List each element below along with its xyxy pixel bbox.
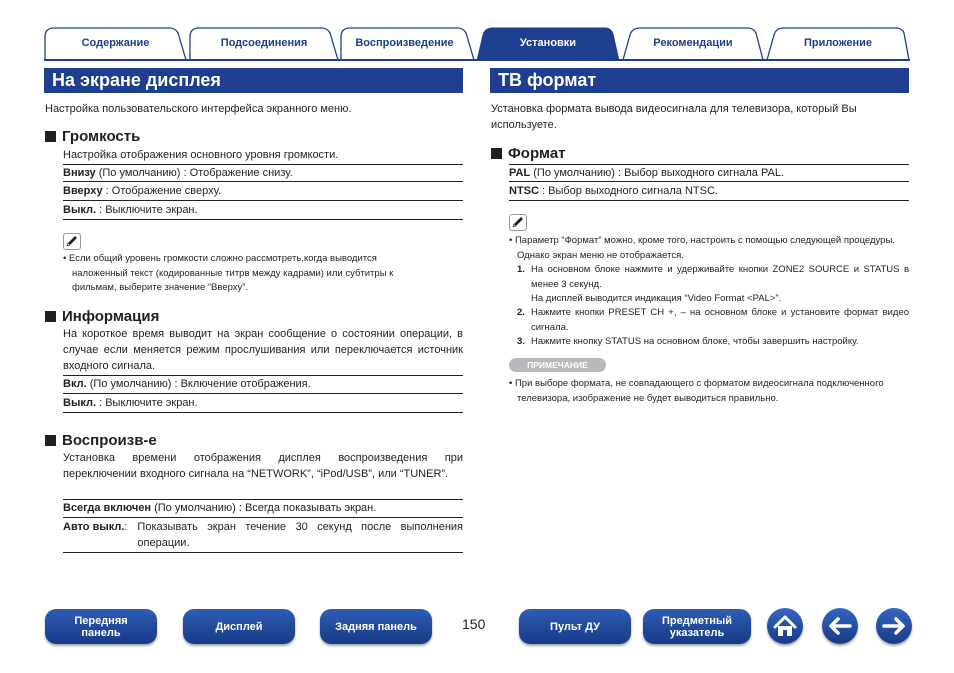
display-label: Дисплей bbox=[215, 620, 263, 633]
tab-appendix[interactable] bbox=[766, 27, 910, 61]
index-button[interactable] bbox=[643, 609, 751, 644]
note-badge: ПРИМЕЧАНИЕ bbox=[509, 358, 606, 372]
format-row-pal bbox=[509, 164, 909, 182]
step-number: 3. bbox=[517, 336, 525, 347]
row-text: : Выключите экран. bbox=[96, 397, 198, 409]
row-key: NTSC bbox=[509, 185, 539, 197]
row-key: Внизу bbox=[63, 167, 96, 179]
tv-format-intro: Установка формата выводa видеосигнала для телевизора, который Вы используете. bbox=[491, 103, 857, 131]
format-row-ntsc bbox=[509, 183, 909, 201]
front-panel-label: Передняя панель bbox=[74, 614, 128, 639]
square-bullet-icon bbox=[45, 311, 56, 322]
section-title-display: На экране дисплея bbox=[44, 68, 463, 93]
pencil-note-icon bbox=[63, 233, 81, 250]
playback-heading-text: Воспроизв-е bbox=[62, 432, 157, 449]
format-step-2 bbox=[517, 306, 909, 335]
row-key: PAL bbox=[509, 167, 531, 179]
format-note-intro: • Параметр “Формат” можно, кроме того, настроить с помощью следующей процедуры. Однако экран меню не отображается. bbox=[509, 235, 895, 261]
tab-settings[interactable] bbox=[477, 27, 619, 61]
row-text: (По умолчанию) : Выбор выходного сигнала PAL. bbox=[530, 167, 784, 179]
volume-row-off bbox=[63, 202, 463, 220]
playback-desc: Установка времени отображения дисплея воспроизведения при переключении входного сигнала на “NETWORK”, “iPod/USB”, или “TUNER”. bbox=[63, 452, 463, 480]
format-heading bbox=[491, 145, 566, 162]
square-bullet-icon bbox=[491, 148, 502, 159]
format-step-3 bbox=[517, 335, 909, 350]
volume-note-line: наложенный текст (кодированные титрв между кадрами) или субтитры к bbox=[72, 267, 394, 279]
format-note: • При выборе формата, не совпадающего с форматом видеосигнала подключенного телевизора, изображение не будет выводиться правильно. bbox=[509, 378, 884, 404]
step-text: Нажмите кнопку STATUS на основном блоке, чтобы завершить настройку. bbox=[531, 336, 859, 347]
back-button[interactable] bbox=[822, 608, 858, 644]
display-intro: Настройка пользовательского интерфейса экранного меню. bbox=[45, 103, 352, 115]
forward-button[interactable] bbox=[876, 608, 912, 644]
square-bullet-icon bbox=[45, 131, 56, 142]
row-separator: : bbox=[124, 521, 128, 533]
display-button[interactable] bbox=[183, 609, 295, 644]
remote-button[interactable] bbox=[519, 609, 631, 644]
tab-settings-label: Установки bbox=[519, 37, 577, 49]
tab-connections-label: Подсоединения bbox=[220, 37, 308, 49]
playback-row-auto-off bbox=[63, 519, 463, 553]
row-key: Авто выкл. bbox=[63, 521, 125, 533]
info-desc: На короткое время выводит на экран сообщение о состоянии операции, в случае если меняется режим прослушивания или переключается источник входного сигнала. bbox=[63, 328, 463, 372]
volume-heading-text: Громкость bbox=[62, 128, 141, 145]
front-panel-button[interactable] bbox=[45, 609, 157, 644]
rear-panel-button[interactable] bbox=[320, 609, 432, 644]
info-row-on bbox=[63, 375, 463, 394]
tab-tips[interactable] bbox=[622, 27, 764, 61]
row-text: (По умолчанию) : Отображение снизу. bbox=[95, 167, 293, 179]
row-text: : Выбор выходного сигнала NTSC. bbox=[538, 185, 718, 197]
volume-desc: Настройка отображения основного уровня громкости. bbox=[63, 149, 339, 161]
tab-contents[interactable] bbox=[44, 27, 187, 61]
tab-tips-label: Рекомендации bbox=[653, 37, 733, 49]
row-text: (По умолчанию) : Всегда показывать экран. bbox=[151, 502, 377, 514]
tab-appendix-label: Приложение bbox=[803, 37, 873, 49]
row-text: (По умолчанию) : Включение отображения. bbox=[86, 378, 311, 390]
pencil-note-icon bbox=[509, 214, 527, 231]
step-body bbox=[531, 263, 909, 307]
row-key: Вкл. bbox=[63, 378, 87, 390]
playback-row-always bbox=[63, 499, 463, 518]
row-text: : Отображение сверху. bbox=[102, 185, 222, 197]
format-step-1 bbox=[517, 263, 909, 307]
tab-bar bbox=[44, 27, 910, 61]
format-heading-text: Формат bbox=[508, 145, 566, 162]
section-title-tv-format: ТВ формат bbox=[490, 68, 909, 93]
volume-note bbox=[63, 252, 463, 296]
row-key: Вверху bbox=[63, 185, 103, 197]
info-heading bbox=[45, 308, 159, 325]
info-heading-text: Информация bbox=[62, 308, 160, 325]
volume-heading bbox=[45, 128, 140, 145]
tab-connections[interactable] bbox=[189, 27, 339, 61]
volume-note-line: • Если общий уровень громкости сложно рассмотреть,когда выводится bbox=[63, 253, 377, 264]
step-subtext: На дисплей выводится индикация “Video Format <PAL>”. bbox=[531, 293, 782, 304]
home-icon bbox=[767, 608, 803, 644]
row-key: Выкл. bbox=[63, 204, 97, 216]
row-key: Всегда включен bbox=[63, 502, 152, 514]
tab-baseline bbox=[44, 59, 910, 61]
volume-note-line: фильмам, выберите значение “Вверху”. bbox=[72, 282, 249, 293]
square-bullet-icon bbox=[45, 435, 56, 446]
info-row-off bbox=[63, 395, 463, 413]
tab-playback-label: Воспроизведение bbox=[355, 37, 454, 49]
step-text: На основном блоке нажмите и удерживайте кнопки ZONE2 SOURCE и STATUS в менее 3 секунд. bbox=[531, 264, 909, 290]
step-text: Нажмите кнопки PRESET CH +, – на основном блоке и установите формат видео сигнала. bbox=[531, 307, 909, 333]
step-number: 2. bbox=[517, 307, 525, 318]
volume-row-top bbox=[63, 183, 463, 201]
step-number: 1. bbox=[517, 264, 525, 275]
index-label: Предметный указатель bbox=[661, 614, 733, 639]
tab-playback[interactable] bbox=[340, 27, 475, 61]
row-text: : Выключите экран. bbox=[96, 204, 198, 216]
rear-panel-label: Задняя панель bbox=[335, 620, 417, 633]
playback-heading bbox=[45, 432, 157, 449]
row-key: Выкл. bbox=[63, 397, 97, 409]
page-number: 150 bbox=[462, 616, 486, 632]
row-text: Показывать экран течение 30 секунд после выполнения операции. bbox=[137, 521, 463, 549]
arrow-right-icon bbox=[876, 608, 912, 644]
home-button[interactable] bbox=[767, 608, 803, 644]
remote-label: Пульт ДУ bbox=[550, 620, 600, 633]
arrow-left-icon bbox=[822, 608, 858, 644]
tab-contents-label: Содержание bbox=[81, 37, 150, 49]
volume-row-bottom bbox=[63, 164, 463, 182]
